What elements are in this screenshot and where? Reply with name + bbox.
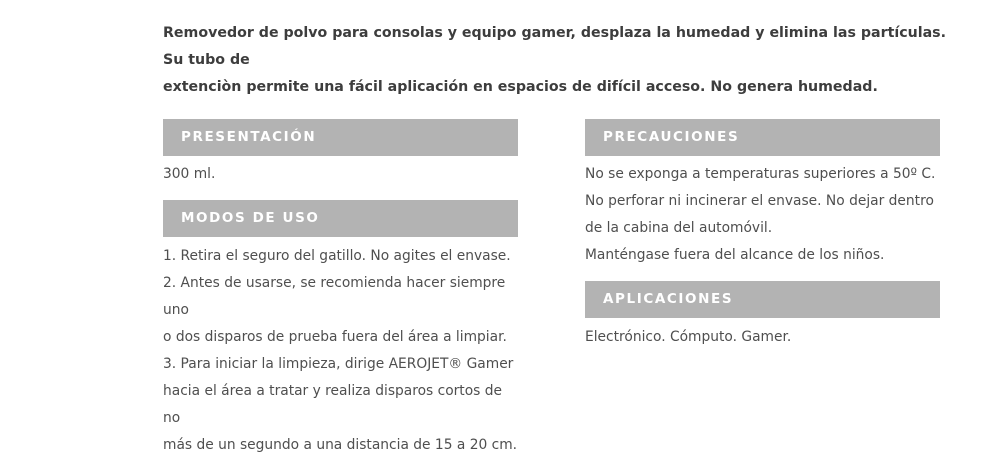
precauciones-header: PRECAUCIONES: [585, 119, 940, 156]
modos-line: 2. Antes de usarse, se recomienda hacer siempre uno: [163, 275, 506, 318]
aplicaciones-header: APLICACIONES: [585, 281, 940, 318]
modos-line: hacia el área a tratar y realiza disparos cortos de no: [163, 383, 502, 426]
description-line-1: Removedor de polvo para consolas y equipo gamer, desplaza la humedad y elimina las partículas. Su tubo de: [163, 25, 947, 68]
description-line-2: extenciòn permite una fácil aplicación en espacios de difícil acceso. No genera humedad.: [163, 79, 878, 95]
modos-line: 3. Para iniciar la limpieza, dirige AEROJET® Gamer: [163, 356, 514, 372]
presentacion-header: PRESENTACIÓN: [163, 119, 518, 156]
precauciones-line: No perforar ni incinerar el envase. No dejar dentro: [585, 193, 934, 209]
aplicaciones-body: [585, 324, 940, 351]
presentacion-text: 300 ml.: [163, 166, 216, 182]
precauciones-line: No se exponga a temperaturas superiores a 50º C.: [585, 166, 936, 182]
precauciones-line: Manténgase fuera del alcance de los niños.: [585, 247, 885, 263]
aplicaciones-text: Electrónico. Cómputo. Gamer.: [585, 329, 792, 345]
precauciones-body: [585, 161, 940, 269]
precauciones-line: de la cabina del automóvil.: [585, 220, 773, 236]
presentacion-body: [163, 161, 518, 188]
right-column: [585, 119, 940, 351]
modos-de-uso-body: [163, 243, 518, 459]
left-column: [163, 119, 518, 459]
product-description: [163, 20, 963, 101]
modos-line: o dos disparos de prueba fuera del área a limpiar.: [163, 329, 507, 345]
modos-line: 1. Retira el seguro del gatillo. No agites el envase.: [163, 248, 511, 264]
modos-line: más de un segundo a una distancia de 15 a 20 cm.: [163, 437, 518, 453]
modos-de-uso-header: MODOS DE USO: [163, 200, 518, 237]
